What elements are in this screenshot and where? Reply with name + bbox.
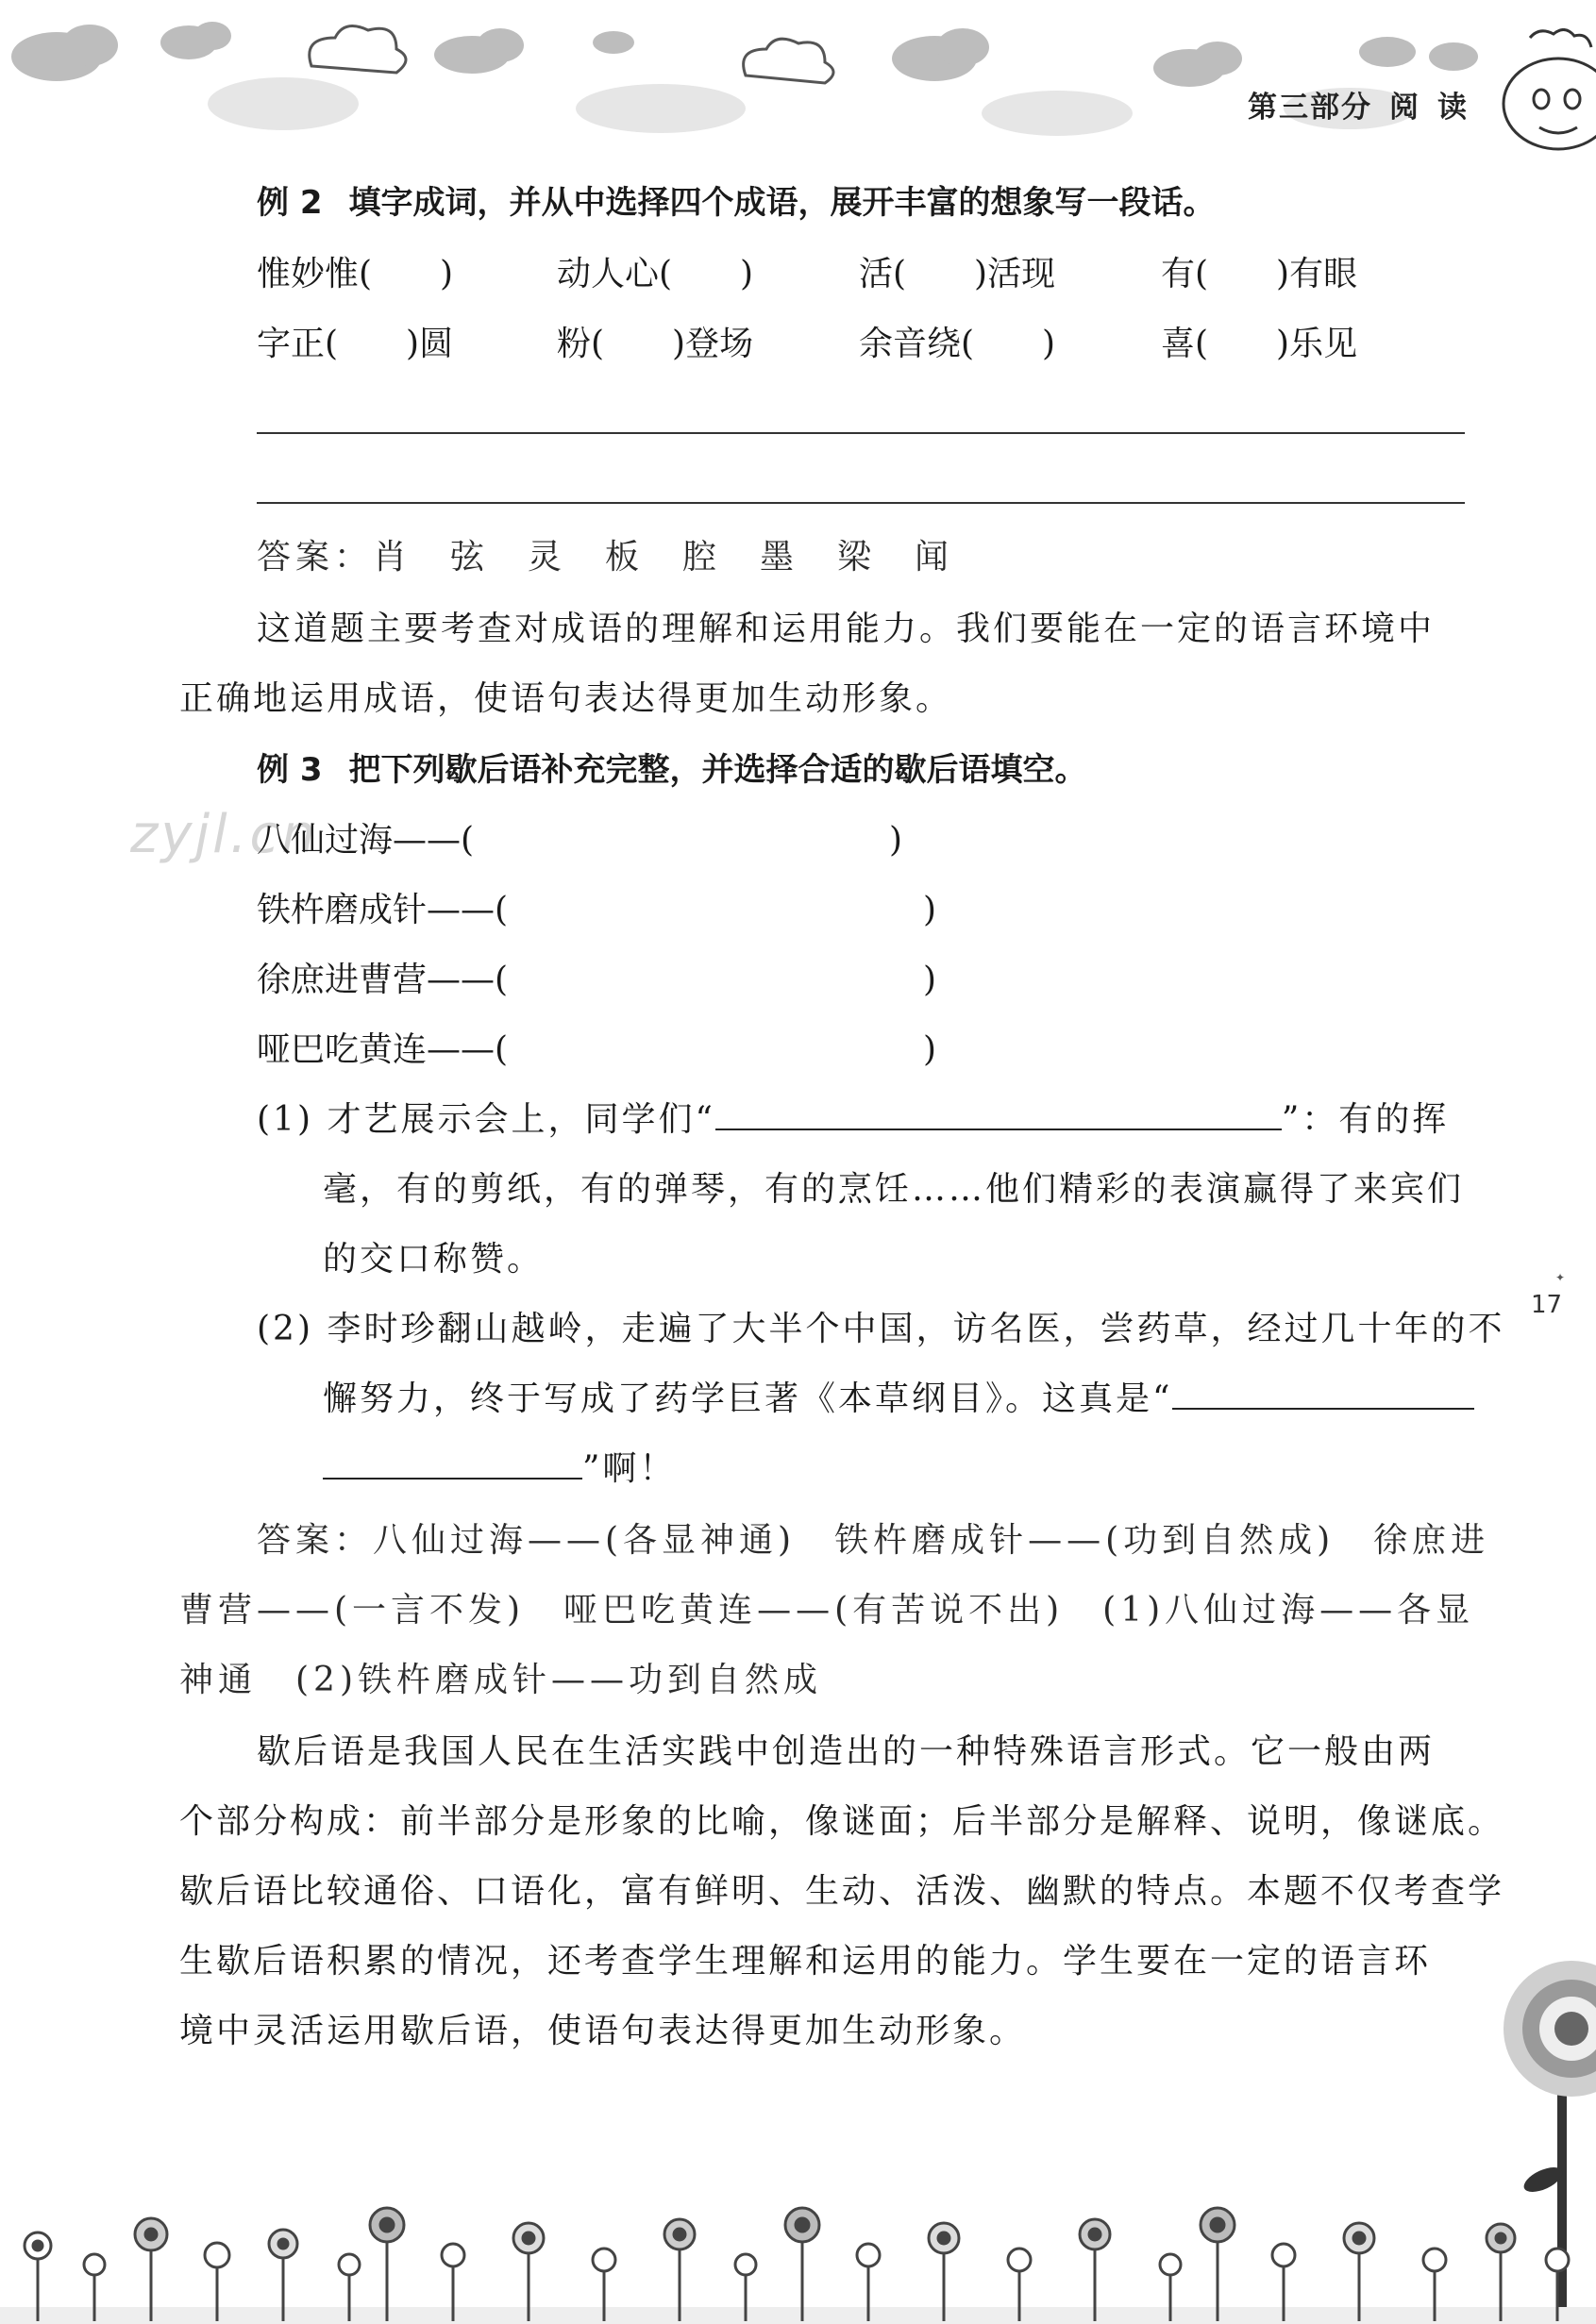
example-2-answer: 答案：肖 弦 灵 板 腔 墨 梁 闻: [257, 538, 954, 577]
idiom-item: 活( )活现: [859, 255, 1056, 293]
page-star-icon: ✦: [1555, 1271, 1566, 1284]
example-3-heading: 例 3 把下列歇后语补充完整，并选择合适的歇后语填空。: [257, 751, 1087, 789]
mascot-face-icon: [1492, 28, 1596, 151]
question-2-cont: 懈努力，终于写成了药学巨著《本草纲目》。这真是“: [323, 1372, 1474, 1420]
idiom-item: 喜( )乐见: [1161, 325, 1358, 363]
question-1: (1) 才艺展示会上，同学们“ ”：有的挥: [257, 1093, 1449, 1141]
example-3-answer: 答案：八仙过海——(各显神通) 铁杵磨成针——(功到自然成) 徐庶进: [257, 1521, 1490, 1560]
idiom-item: 粉( )登场: [557, 325, 754, 363]
idiom-item: 惟妙惟( ): [257, 255, 454, 293]
question-2-cont: ”啊！: [323, 1442, 676, 1490]
xiehouyu-item: 八仙过海——( ): [257, 821, 903, 860]
xiehouyu-item: 哑巴吃黄连——( ): [257, 1030, 937, 1069]
xiehouyu-item: 铁杵磨成针——( ): [257, 891, 937, 929]
answer-line: [257, 502, 1465, 504]
paragraph-line: 歇后语比较通俗、口语化，富有鲜明、生动、活泼、幽默的特点。本题不仅考查学: [179, 1872, 1505, 1911]
paragraph-line: 这道题主要考查对成语的理解和运用能力。我们要能在一定的语言环境中: [257, 610, 1436, 648]
example-3-answer: 曹营——(一言不发) 哑巴吃黄连——(有苦说不出) (1)八仙过海——各显: [179, 1591, 1475, 1630]
header-cloud-decoration: [0, 0, 1596, 160]
question-2: (2) 李时珍翻山越岭，走遍了大半个中国，访名医，尝药草，经过几十年的不: [257, 1310, 1505, 1348]
paragraph-line: 正确地运用成语，使语句表达得更加生动形象。: [179, 679, 953, 718]
paragraph-line: 生歇后语积累的情况，还考查学生理解和运用的能力。学生要在一定的语言环: [179, 1942, 1432, 1981]
question-1-cont: 毫，有的剪纸，有的弹琴，有的烹饪……他们精彩的表演赢得了来宾们: [323, 1170, 1465, 1209]
paragraph-line: 歇后语是我国人民在生活实践中创造出的一种特殊语言形式。它一般由两: [257, 1732, 1436, 1771]
paragraph-line: 个部分构成：前半部分是形象的比喻，像谜面；后半部分是解释、说明，像谜底。: [179, 1802, 1505, 1841]
example-2-heading: 例 2 填字成词，并从中选择四个成语，展开丰富的想象写一段话。: [257, 184, 1216, 222]
idiom-item: 字正( )圆: [257, 325, 454, 363]
watermark: zyjl.cn: [130, 804, 318, 865]
header-section-title: 第三部分 阅 读: [1248, 91, 1469, 125]
page-number: 17: [1531, 1291, 1563, 1319]
idiom-item: 有( )有眼: [1161, 255, 1358, 293]
idiom-item: 动人心( ): [557, 255, 754, 293]
idiom-item: 余音绕( ): [859, 325, 1056, 363]
xiehouyu-item: 徐庶进曹营——( ): [257, 961, 937, 999]
footer-flower-decoration: [0, 2189, 1596, 2324]
question-1-cont: 的交口称赞。: [323, 1240, 545, 1279]
example-3-answer: 神通 (2)铁杵磨成针——功到自然成: [179, 1661, 822, 1699]
paragraph-line: 境中灵活运用歇后语，使语句表达得更加生动形象。: [179, 2012, 1027, 2050]
answer-line: [257, 432, 1465, 434]
